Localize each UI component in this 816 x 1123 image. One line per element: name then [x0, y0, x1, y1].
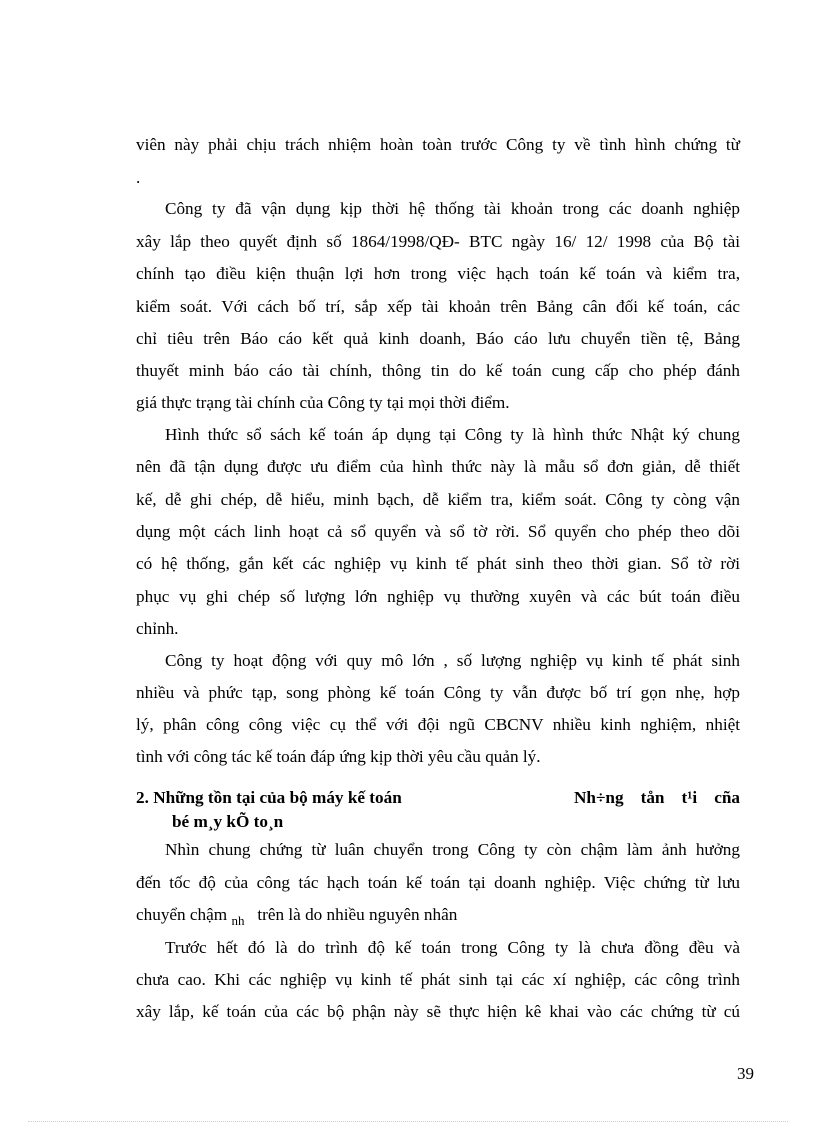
text-line: xây lắp, kế toán của các bộ phận này sẽ thực hiện kê khai vào các chứng từ cú [136, 1002, 740, 1021]
text-line: chính tạo điều kiện thuận lợi hơn trong việc hạch toán kế toán và kiểm tra, [136, 264, 740, 283]
page-number: 39 [737, 1064, 754, 1083]
section-heading: 2. Những tồn tại của bộ máy kế toán [136, 788, 402, 807]
text-line: Công ty đã vận dụng kịp thời hệ thống tài khoản trong các doanh nghiệp [165, 199, 740, 218]
text-line: đến tốc độ của công tác hạch toán kế toán tại doanh nghiệp. Việc chứng từ lưu [136, 873, 740, 892]
text-line: phục vụ ghi chép số lượng lớn nghiệp vụ thường xuyên và các bút toán điều [136, 587, 740, 606]
text-line: kiểm soát. Với cách bố trí, sắp xếp tài khoản trên Bảng cân đối kế toán, các [136, 297, 740, 316]
text-line: thuyết minh báo cáo tài chính, thông tin do kế toán cung cấp cho phép đánh [136, 361, 740, 380]
text-line: Công ty hoạt động với quy mô lớn , số lượng nghiệp vụ kinh tế phát sinh [165, 651, 740, 670]
text-line: xây lắp theo quyết định số 1864/1998/QĐ- BTC ngày 16/ 12/ 1998 của Bộ tài [136, 232, 740, 251]
section-heading-garbled-continued: bé m¸y kÕ to¸n [172, 812, 284, 831]
text-line: chỉ tiêu trên Báo cáo kết quả kinh doanh, Báo cáo lưu chuyển tiền tệ, Bảng [136, 329, 740, 348]
text-line: chỉnh. [136, 619, 179, 638]
text-line: nhiều và phức tạp, song phòng kế toán Công ty vẫn được bố trí gọn nhẹ, hợp [136, 683, 740, 702]
text-segment: chuyển chậm [136, 905, 232, 924]
text-line: Nhìn chung chứng từ luân chuyển trong Công ty còn chậm làm ảnh hưởng [165, 840, 740, 859]
section-heading-garbled: Nh÷ng tån t¹i cña [574, 788, 740, 807]
text-line: có hệ thống, gắn kết các nghiệp vụ kinh tế phát sinh theo thời gian. Sổ tờ rời [136, 554, 740, 573]
text-line: Trước hết đó là do trình độ kế toán trong Công ty là chưa đồng đều và [165, 938, 740, 957]
text-line: nên đã tận dụng được ưu điểm của hình thức này là mẫu sổ đơn giản, dễ thiết [136, 457, 740, 476]
text-line: giá thực trạng tài chính của Công ty tại mọi thời điểm. [136, 393, 510, 412]
text-line: kế, dễ ghi chép, dễ hiểu, minh bạch, dễ kiểm tra, kiểm soát. Công ty còng vận [136, 490, 740, 509]
text-line [136, 905, 740, 926]
text-line: viên này phải chịu trách nhiệm hoàn toàn trước Công ty về tình hình chứng từ [136, 135, 740, 154]
text-line: lý, phân công công việc cụ thể với đội ngũ CBCNV nhiều kinh nghiệm, nhiệt [136, 715, 740, 734]
text-line: dụng một cách linh hoạt cả sổ quyển và sổ tờ rời. Sổ quyển cho phép theo dõi [136, 522, 740, 541]
subscript-text: nh [231, 913, 245, 928]
text-line: . [136, 168, 141, 187]
text-line: Hình thức sổ sách kế toán áp dụng tại Công ty là hình thức Nhật ký chung [165, 425, 740, 444]
page-bottom-divider [28, 1121, 788, 1122]
text-segment: trên là do nhiều nguyên nhân [244, 905, 458, 924]
text-line: chưa cao. Khi các nghiệp vụ kinh tế phát sinh tại các xí nghiệp, các công trình [136, 970, 740, 989]
text-line: tình với công tác kế toán đáp ứng kịp thời yêu cầu quản lý. [136, 747, 541, 766]
